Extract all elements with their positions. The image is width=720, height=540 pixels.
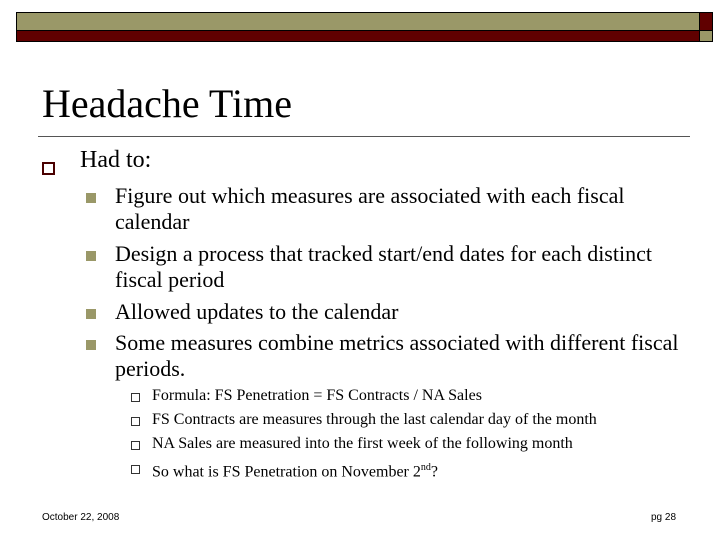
bullet-level2: Figure out which measures are associated with each fiscal calendar <box>115 183 625 234</box>
bullet-level3: NA Sales are measured into the first week of the following month <box>152 435 573 452</box>
hollow-square-bullet-icon <box>131 417 140 426</box>
hollow-square-bullet-icon <box>131 441 140 450</box>
bullet-level2: Allowed updates to the calendar <box>115 299 399 324</box>
bullet-level2: Design a process that tracked start/end dates for each distinct fiscal period <box>115 241 652 292</box>
square-bullet-icon <box>86 340 96 350</box>
bullet-level3: FS Contracts are measures through the last calendar day of the month <box>152 411 597 428</box>
hollow-square-bullet-icon <box>131 465 140 474</box>
slide-title: Headache Time <box>42 81 292 126</box>
hollow-square-bullet-icon <box>131 393 140 402</box>
header-bar-olive <box>16 12 701 31</box>
bullet-level2: Some measures combine metrics associated with different fiscal periods. <box>115 330 679 381</box>
question-text: So what is FS Penetration on November 2 <box>152 463 421 481</box>
square-bullet-icon <box>86 193 96 203</box>
bullet-level1: Had to: <box>80 147 152 173</box>
header-bar-maroon <box>16 30 701 42</box>
ordinal-suffix: nd <box>420 462 431 473</box>
footer-date: October 22, 2008 <box>42 512 120 523</box>
square-bullet-icon <box>86 309 96 319</box>
hollow-square-bullet-icon <box>42 162 55 175</box>
title-divider <box>38 136 690 137</box>
question-mark: ? <box>430 463 438 481</box>
bullet-level3 <box>152 458 438 482</box>
page-number: pg 28 <box>651 512 677 523</box>
header-square-maroon <box>699 12 713 31</box>
square-bullet-icon <box>86 251 96 261</box>
header-square-olive <box>699 30 713 42</box>
bullet-level3: Formula: FS Penetration = FS Contracts / NA Sales <box>152 387 482 404</box>
